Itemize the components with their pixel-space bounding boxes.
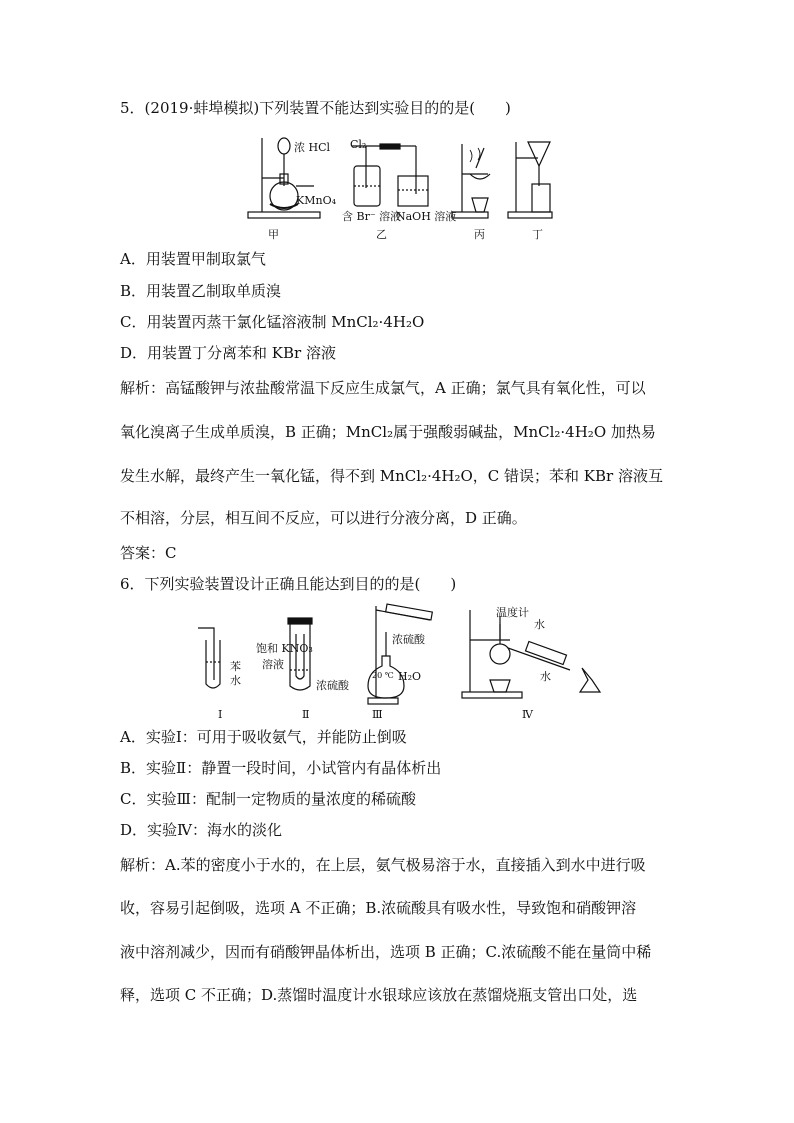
apparatus-3 xyxy=(368,604,432,704)
apparatus-1 xyxy=(198,628,220,688)
label-benzene: 苯 xyxy=(230,660,241,673)
q5-explanation-2: 氧化溴离子生成单质溴，B 正确；MnCl₂属于强酸弱碱盐，MnCl₂·4H₂O 加热易 xyxy=(120,423,656,441)
label-soln: 溶液 xyxy=(262,658,284,671)
label-water-out: 水 xyxy=(540,670,551,683)
apparatus-bing xyxy=(452,144,490,218)
q6-option-d: D．实验Ⅳ：海水的淡化 xyxy=(120,821,283,839)
apparatus-yi xyxy=(352,144,428,206)
q5-stem: 5．(2019·蚌埠模拟)下列装置不能达到实验目的的是( ) xyxy=(120,99,511,117)
q6-option-a: A．实验Ⅰ：可用于吸收氨气，并能防止倒吸 xyxy=(120,728,407,746)
q6-stem: 6．下列实验装置设计正确且能达到目的的是( ) xyxy=(120,575,457,593)
label-h2so4-iii: 浓硫酸 xyxy=(392,633,425,646)
apparatus-ding xyxy=(508,142,552,218)
label-br: 含 Br⁻ 溶液 xyxy=(342,210,402,223)
label-kno3: 饱和 KNO₃ xyxy=(256,642,313,655)
q6-option-c: C．实验Ⅲ：配制一定物质的量浓度的稀硫酸 xyxy=(120,790,416,808)
label-h2so4-ii: 浓硫酸 xyxy=(316,679,349,692)
caption-1: Ⅰ xyxy=(218,708,223,721)
q6-explanation-2: 收，容易引起倒吸，选项 A 不正确；B.浓硫酸具有吸水性，导致饱和硝酸钾溶 xyxy=(120,899,637,917)
q6-explanation-4: 释，选项 C 不正确；D.蒸馏时温度计水银球应该放在蒸馏烧瓶支管出口处，选 xyxy=(120,986,638,1004)
q5-explanation-1: 解析：高锰酸钾与浓盐酸常温下反应生成氯气，A 正确；氯气具有氧化性，可以 xyxy=(120,379,646,397)
label-temp: 20 ℃ xyxy=(372,671,394,680)
apparatus-4 xyxy=(462,610,600,698)
caption-yi: 乙 xyxy=(376,228,387,241)
q5-option-a: A．用装置甲制取氯气 xyxy=(120,250,266,268)
q5-explanation-4: 不相溶，分层，相互间不反应，可以进行分液分离，D 正确。 xyxy=(120,509,527,527)
q5-answer: 答案：C xyxy=(120,544,177,562)
label-water-in: 水 xyxy=(534,618,545,631)
caption-bing: 丙 xyxy=(474,228,485,241)
caption-3: Ⅲ xyxy=(372,708,383,721)
label-h2o: H₂O xyxy=(398,670,422,683)
label-cl2: Cl₂ xyxy=(350,138,367,151)
caption-ding: 丁 xyxy=(532,228,543,241)
q5-explanation-3: 发生水解，最终产生一氧化锰，得不到 MnCl₂·4H₂O，C 错误；苯和 KBr 溶液互 xyxy=(120,467,663,485)
q6-option-b: B．实验Ⅱ：静置一段时间，小试管内有晶体析出 xyxy=(120,759,442,777)
q5-option-b: B．用装置乙制取单质溴 xyxy=(120,282,282,300)
label-naoh: NaOH 溶液 xyxy=(396,210,457,223)
q6-explanation-1: 解析：A.苯的密度小于水的，在上层，氨气极易溶于水，直接插入到水中进行吸 xyxy=(120,856,646,874)
q5-option-d: D．用装置丁分离苯和 KBr 溶液 xyxy=(120,344,336,362)
label-hcl: 浓 HCl xyxy=(294,141,331,154)
label-kmno4: KMnO₄ xyxy=(296,194,336,207)
caption-4: Ⅳ xyxy=(522,708,533,721)
label-thermometer: 温度计 xyxy=(496,606,529,619)
q6-figure xyxy=(190,600,610,712)
label-water: 水 xyxy=(230,674,241,687)
q5-option-c: C．用装置丙蒸干氯化锰溶液制 MnCl₂·4H₂O xyxy=(120,313,425,331)
q6-explanation-3: 液中溶剂减少，因而有硝酸钾晶体析出，选项 B 正确；C.浓硫酸不能在量筒中稀 xyxy=(120,943,652,961)
caption-jia: 甲 xyxy=(268,228,279,241)
caption-2: Ⅱ xyxy=(302,708,310,721)
